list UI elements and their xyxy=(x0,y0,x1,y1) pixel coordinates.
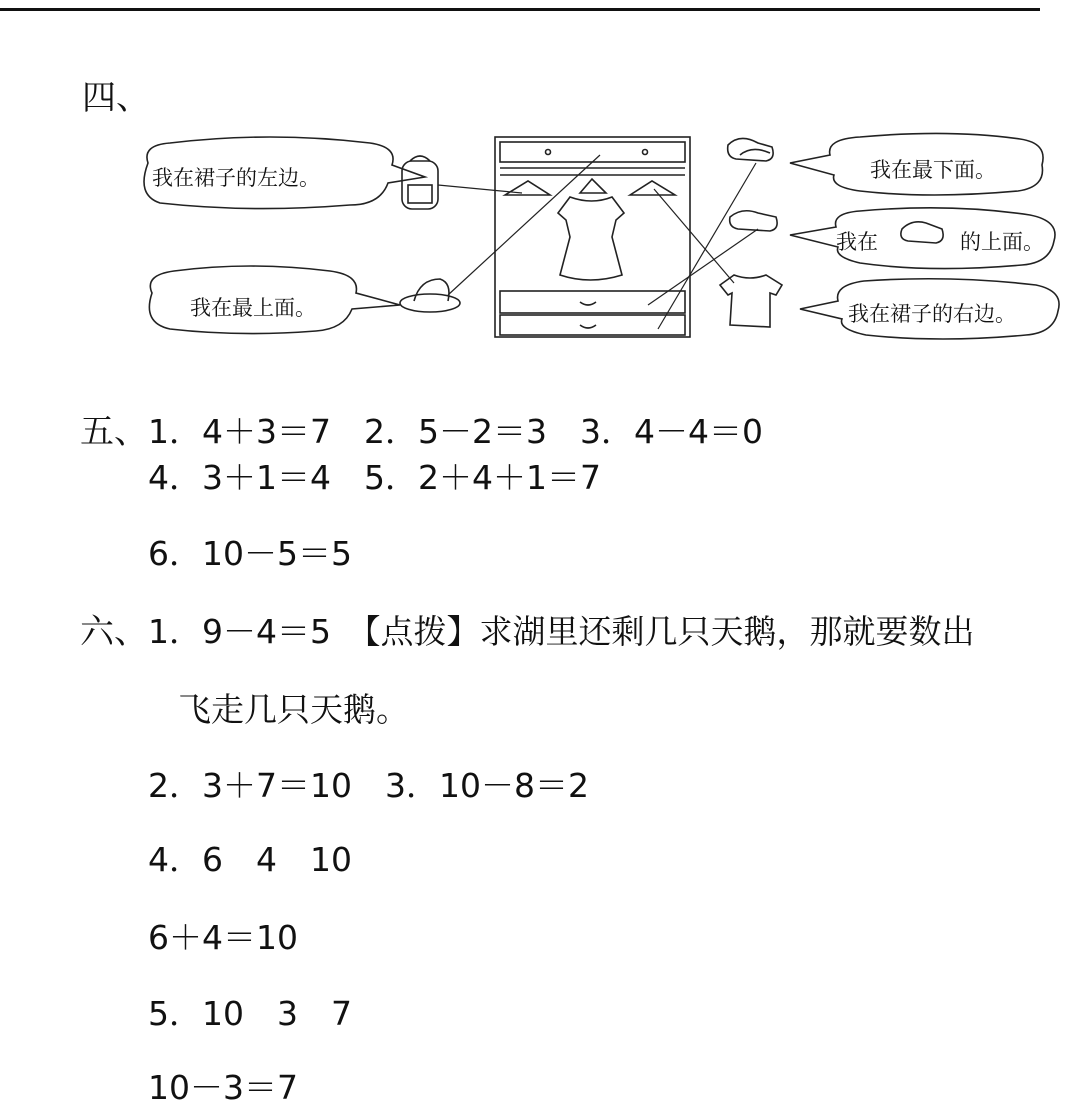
section-5-label: 五、 xyxy=(80,412,148,452)
shoes-middle-drawing xyxy=(730,211,777,231)
bubble-text-right-mid-b: 的上面。 xyxy=(960,230,1044,254)
shoes-top-drawing xyxy=(728,138,773,161)
section-6-line-1: 1．9－4＝5 【点拨】求湖里还剩几只天鹅，那就要数出 xyxy=(148,612,975,651)
matching-figure xyxy=(130,125,1060,355)
section-6-line-4: 4．6 4 10 xyxy=(148,840,352,879)
bubble-text-right-mid-a: 我在 xyxy=(836,230,878,254)
shoes-in-bubble-drawing xyxy=(901,222,943,243)
section-6-label: 六、 xyxy=(80,612,148,652)
section-5-line-3: 6．10－5＝5 xyxy=(148,534,352,573)
top-rule xyxy=(0,8,1040,11)
hat-drawing xyxy=(400,279,460,312)
bubble-text-left-bottom: 我在最上面。 xyxy=(190,296,316,320)
bubble-text-right-bottom: 我在裙子的右边。 xyxy=(848,302,1016,326)
section-6-line-6: 5．10 3 7 xyxy=(148,994,352,1033)
bubble-text-left-top: 我在裙子的左边。 xyxy=(152,166,320,190)
shirt-drawing xyxy=(720,275,782,327)
section-6-line-2: 飞走几只天鹅。 xyxy=(178,690,409,729)
section-6-line-5: 6＋4＝10 xyxy=(148,918,298,957)
section-5-line-1: 1．4＋3＝7 2．5－2＝3 3．4－4＝0 xyxy=(148,412,763,451)
backpack-drawing xyxy=(402,156,438,209)
wardrobe xyxy=(495,137,690,337)
dress-drawing xyxy=(558,197,624,280)
bubble-text-right-top: 我在最下面。 xyxy=(870,158,996,182)
section-5-line-2: 4．3＋1＝4 5．2＋4＋1＝7 xyxy=(148,458,601,497)
section-6-line-7: 10－3＝7 xyxy=(148,1068,298,1107)
section-6-line-3: 2．3＋7＝10 3．10－8＝2 xyxy=(148,766,589,805)
match-lines xyxy=(438,155,758,329)
section-4-label: 四、 xyxy=(82,78,150,118)
